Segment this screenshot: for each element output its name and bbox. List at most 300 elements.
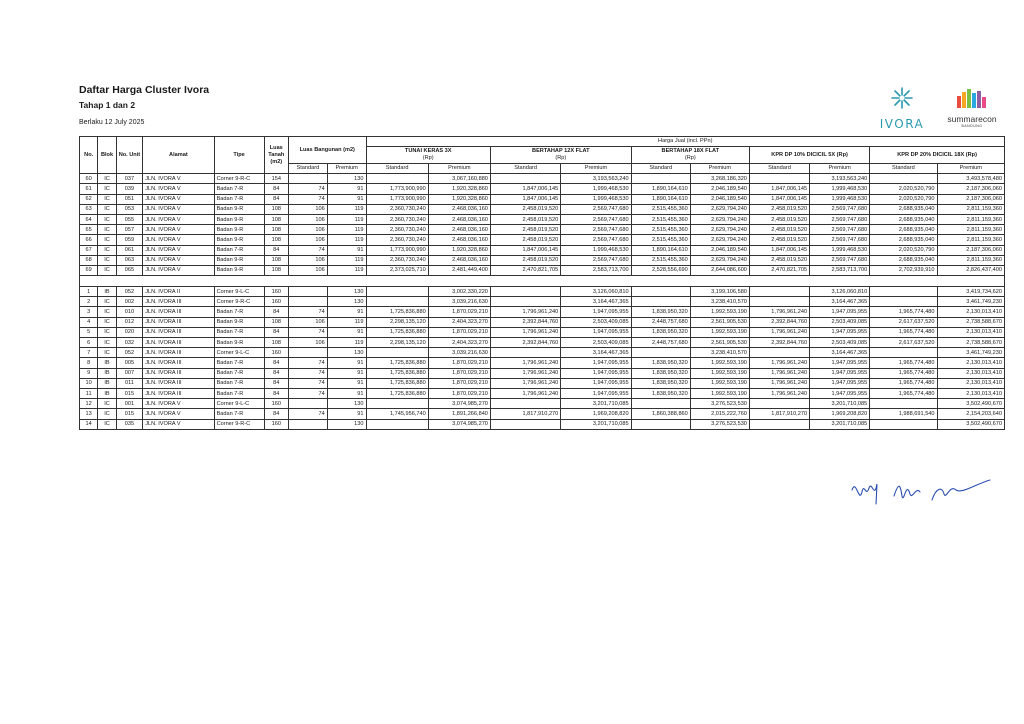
table-cell: 84 — [264, 245, 288, 255]
signature-3 — [932, 480, 990, 500]
table-cell: Badan 7-R — [214, 388, 264, 398]
table-cell: 2,468,036,160 — [428, 255, 490, 265]
table-row — [80, 225, 1005, 235]
table-cell: 2,811,159,360 — [937, 204, 1004, 214]
table-cell: 2,617,637,520 — [870, 317, 937, 327]
table-cell: 84 — [264, 378, 288, 388]
table-cell: 2,569,747,680 — [561, 225, 631, 235]
table-cell: 3,493,578,480 — [937, 174, 1004, 184]
table-cell: 74 — [289, 245, 328, 255]
table-cell: 007 — [116, 368, 143, 378]
table-cell: 1,891,266,840 — [428, 409, 490, 419]
table-cell: 1,796,961,240 — [490, 327, 560, 337]
table-row — [80, 235, 1005, 245]
table-cell: Badan 9-R — [214, 338, 264, 348]
table-cell — [631, 419, 690, 429]
table-cell: 1,773,900,990 — [366, 194, 428, 204]
table-cell: 3,126,060,810 — [561, 287, 631, 297]
table-cell: 1,870,029,210 — [428, 368, 490, 378]
table-cell: 1,725,836,880 — [366, 368, 428, 378]
table-cell: 2,046,189,540 — [690, 245, 749, 255]
table-cell: 91 — [327, 327, 366, 337]
table-cell: 1,773,900,990 — [366, 245, 428, 255]
table-cell: Badan 7-R — [214, 409, 264, 419]
table-cell: 2,688,935,040 — [870, 225, 937, 235]
table-cell: 1,870,029,210 — [428, 307, 490, 317]
table-cell: 2,404,323,270 — [428, 317, 490, 327]
table-cell: 91 — [327, 307, 366, 317]
table-cell — [289, 297, 328, 307]
table-cell: JLN. IVORA III — [143, 368, 214, 378]
table-cell: 1,847,006,145 — [749, 245, 809, 255]
effective-date: Berlaku 12 July 2025 — [79, 119, 145, 126]
table-cell: 3,164,467,365 — [561, 348, 631, 358]
table-cell: IC — [98, 204, 116, 214]
table-cell: 108 — [264, 265, 288, 275]
table-cell: 001 — [116, 399, 143, 409]
table-row — [80, 297, 1005, 307]
table-cell: 053 — [116, 204, 143, 214]
table-cell — [366, 348, 428, 358]
table-cell: 2,503,409,085 — [561, 317, 631, 327]
table-cell: 002 — [116, 297, 143, 307]
table-cell — [366, 174, 428, 184]
table-cell — [366, 419, 428, 429]
table-cell: IC — [98, 225, 116, 235]
table-cell: 3,238,410,570 — [690, 348, 749, 358]
table-cell: 2,503,409,085 — [561, 338, 631, 348]
table-cell: 1,847,006,145 — [749, 194, 809, 204]
table-cell: IC — [98, 194, 116, 204]
table-cell: JLN. IVORA V — [143, 204, 214, 214]
table-cell: JLN. IVORA V — [143, 235, 214, 245]
table-cell: 3,164,467,365 — [810, 348, 870, 358]
table-cell — [289, 399, 328, 409]
table-cell: JLN. IVORA V — [143, 245, 214, 255]
table-cell: IC — [98, 265, 116, 275]
table-cell: 1,992,593,190 — [690, 368, 749, 378]
table-cell: 2,130,013,410 — [937, 388, 1004, 398]
table-row — [80, 204, 1005, 214]
table-cell: JLN. IVORA V — [143, 214, 214, 224]
signatures — [850, 470, 1000, 510]
table-cell: IB — [98, 378, 116, 388]
table-cell: 2,569,747,680 — [561, 214, 631, 224]
table-cell: 91 — [327, 388, 366, 398]
table-cell: 3,074,985,270 — [428, 419, 490, 429]
table-cell: 10 — [80, 378, 98, 388]
table-cell: 60 — [80, 174, 98, 184]
table-cell: 2,811,159,360 — [937, 255, 1004, 265]
col-bertahap18-label: BERTAHAP 18X FLAT — [661, 148, 720, 154]
table-cell — [749, 348, 809, 358]
table-cell: Badan 9-R — [214, 214, 264, 224]
col-tunai-label: TUNAI KERAS 3X — [404, 148, 452, 154]
table-cell: 91 — [327, 378, 366, 388]
table-cell: 66 — [80, 235, 98, 245]
table-cell: Corner 9-L-C — [214, 287, 264, 297]
table-cell: 015 — [116, 409, 143, 419]
table-row — [80, 378, 1005, 388]
table-cell: 154 — [264, 174, 288, 184]
table-cell: Badan 9-R — [214, 225, 264, 235]
table-cell: 1,773,900,990 — [366, 184, 428, 194]
table-cell: 1,725,836,880 — [366, 327, 428, 337]
table-cell: Corner 9-L-C — [214, 399, 264, 409]
table-cell: 3,067,160,880 — [428, 174, 490, 184]
col-no-unit: No. Unit — [116, 137, 143, 174]
table-cell: 74 — [289, 409, 328, 419]
table-cell: 020 — [116, 327, 143, 337]
table-cell — [490, 297, 560, 307]
table-cell: 62 — [80, 194, 98, 204]
table-cell: 84 — [264, 327, 288, 337]
table-cell: JLN. IVORA III — [143, 297, 214, 307]
table-cell: 3,074,985,270 — [428, 399, 490, 409]
table-cell: 1,947,095,955 — [810, 307, 870, 317]
table-cell: 1,796,961,240 — [490, 368, 560, 378]
table-cell — [289, 419, 328, 429]
table-cell: 91 — [327, 368, 366, 378]
table-cell: 2,811,159,360 — [937, 214, 1004, 224]
table-cell: 1,796,961,240 — [749, 388, 809, 398]
table-row — [80, 307, 1005, 317]
table-cell: 2,187,306,060 — [937, 194, 1004, 204]
table-cell — [490, 174, 560, 184]
table-cell: 1,796,961,240 — [490, 378, 560, 388]
table-cell: 3,238,410,570 — [690, 297, 749, 307]
table-cell: 2,515,455,360 — [631, 235, 690, 245]
table-cell: 2,629,794,240 — [690, 214, 749, 224]
table-cell: 2,360,730,240 — [366, 255, 428, 265]
table-cell: IB — [98, 388, 116, 398]
table-cell: 2,020,520,790 — [870, 194, 937, 204]
col-luas-bangunan: Luas Bangunan (m2) — [289, 137, 367, 164]
table-cell: Badan 7-R — [214, 184, 264, 194]
table-cell: 2,020,520,790 — [870, 184, 937, 194]
table-cell: JLN. IVORA III — [143, 327, 214, 337]
col-bertahap18 — [631, 147, 749, 164]
table-cell: 2,503,409,085 — [810, 338, 870, 348]
table-cell: 1,920,328,860 — [428, 245, 490, 255]
table-cell: 130 — [327, 174, 366, 184]
table-cell: 2,130,013,410 — [937, 327, 1004, 337]
table-cell: 2,458,019,520 — [490, 225, 560, 235]
table-cell: 3,164,467,365 — [561, 297, 631, 307]
col-tunai — [366, 147, 490, 164]
table-cell: 2,360,730,240 — [366, 214, 428, 224]
table-cell: IC — [98, 184, 116, 194]
subcol-kpr5-premium: Premium — [810, 164, 870, 174]
table-cell — [631, 174, 690, 184]
table-cell: 2,458,019,520 — [749, 235, 809, 245]
summarecon-logo — [944, 88, 1000, 132]
table-cell: 2,392,844,760 — [490, 338, 560, 348]
table-cell: 2,470,821,705 — [749, 265, 809, 275]
table-cell: JLN. IVORA II — [143, 287, 214, 297]
table-cell: 74 — [289, 368, 328, 378]
table-cell: 4 — [80, 317, 98, 327]
summarecon-bars-icon — [955, 88, 989, 108]
table-row — [80, 419, 1005, 429]
table-cell: 2,569,747,680 — [561, 255, 631, 265]
table-cell: Badan 9-R — [214, 255, 264, 265]
table-cell: 2,458,019,520 — [749, 255, 809, 265]
table-cell: 2,629,794,240 — [690, 225, 749, 235]
table-cell: 74 — [289, 307, 328, 317]
subcol-bertahap12-standard: Standard — [490, 164, 560, 174]
table-cell — [870, 174, 937, 184]
table-cell: 1,965,774,480 — [870, 307, 937, 317]
table-cell: 1,988,691,540 — [870, 409, 937, 419]
table-cell: 91 — [327, 358, 366, 368]
table-cell: 106 — [289, 338, 328, 348]
table-cell: 2,298,135,120 — [366, 338, 428, 348]
table-cell: IC — [98, 419, 116, 429]
table-cell: Corner 9-L-C — [214, 348, 264, 358]
col-harga-jual: Harga Jual (incl. PPn) — [366, 137, 1004, 147]
table-cell: 1,969,208,820 — [810, 409, 870, 419]
table-cell: 1,817,910,270 — [749, 409, 809, 419]
table-row — [80, 245, 1005, 255]
table-cell: JLN. IVORA III — [143, 378, 214, 388]
table-cell: 2,811,159,360 — [937, 225, 1004, 235]
table-cell: 130 — [327, 348, 366, 358]
table-cell: 1,947,095,955 — [810, 358, 870, 368]
table-cell: 035 — [116, 419, 143, 429]
table-cell: 74 — [289, 388, 328, 398]
table-cell: 130 — [327, 419, 366, 429]
table-cell: 1,965,774,480 — [870, 388, 937, 398]
table-cell: 160 — [264, 399, 288, 409]
table-cell: 2,569,747,680 — [810, 204, 870, 214]
table-cell: 2,458,019,520 — [749, 214, 809, 224]
table-cell: 1,999,468,530 — [561, 184, 631, 194]
table-cell: 11 — [80, 388, 98, 398]
table-cell: 2,629,794,240 — [690, 255, 749, 265]
table-cell — [870, 419, 937, 429]
table-cell: Corner 9-R-C — [214, 174, 264, 184]
table-cell: JLN. IVORA III — [143, 338, 214, 348]
table-cell: Corner 9-R-C — [214, 419, 264, 429]
table-cell: JLN. IVORA V — [143, 409, 214, 419]
table-row — [80, 327, 1005, 337]
table-cell: 7 — [80, 348, 98, 358]
table-cell: 2,481,449,400 — [428, 265, 490, 275]
table-cell: IC — [98, 174, 116, 184]
table-cell: 12 — [80, 399, 98, 409]
group-gap-cell — [80, 276, 1005, 287]
table-cell — [749, 399, 809, 409]
table-cell: 011 — [116, 378, 143, 388]
table-cell: Badan 9-R — [214, 317, 264, 327]
table-cell: 1,947,095,955 — [810, 327, 870, 337]
table-cell: 108 — [264, 225, 288, 235]
table-cell: 2,020,520,790 — [870, 245, 937, 255]
table-cell: 1,947,095,955 — [810, 378, 870, 388]
table-cell: 2 — [80, 297, 98, 307]
table-cell — [289, 287, 328, 297]
page-title: Daftar Harga Cluster Ivora — [79, 84, 210, 96]
table-cell: 84 — [264, 184, 288, 194]
table-cell: IB — [98, 287, 116, 297]
table-cell: 1,992,593,190 — [690, 378, 749, 388]
table-row — [80, 338, 1005, 348]
table-cell: Badan 7-R — [214, 307, 264, 317]
table-cell: 84 — [264, 194, 288, 204]
table-cell: 3,268,186,320 — [690, 174, 749, 184]
table-cell: 1,870,029,210 — [428, 378, 490, 388]
table-cell: 065 — [116, 265, 143, 275]
table-cell: 106 — [289, 235, 328, 245]
table-cell: 1,999,468,530 — [561, 194, 631, 204]
table-cell: 015 — [116, 388, 143, 398]
table-cell: 1,920,328,860 — [428, 184, 490, 194]
table-cell: 74 — [289, 358, 328, 368]
table-cell: 1,890,164,610 — [631, 194, 690, 204]
table-cell: 1,725,836,880 — [366, 307, 428, 317]
table-cell: 3,461,749,230 — [937, 348, 1004, 358]
table-cell: 106 — [289, 204, 328, 214]
table-cell — [870, 399, 937, 409]
table-cell — [749, 287, 809, 297]
table-cell: IC — [98, 245, 116, 255]
table-cell: 2,561,905,530 — [690, 317, 749, 327]
table-cell: 2,583,713,700 — [810, 265, 870, 275]
table-cell: 106 — [289, 255, 328, 265]
table-cell: JLN. IVORA III — [143, 348, 214, 358]
table-cell: 1,870,029,210 — [428, 358, 490, 368]
table-cell: 1,838,950,320 — [631, 388, 690, 398]
table-cell: 3,193,563,240 — [810, 174, 870, 184]
table-cell: 1,947,095,955 — [561, 307, 631, 317]
table-cell: 3,502,490,670 — [937, 419, 1004, 429]
table-cell — [631, 287, 690, 297]
table-cell: JLN. IVORA III — [143, 388, 214, 398]
table-cell: 1,796,961,240 — [490, 358, 560, 368]
table-cell: 2,569,747,680 — [810, 255, 870, 265]
table-cell: 039 — [116, 184, 143, 194]
table-cell: 1,965,774,480 — [870, 368, 937, 378]
table-cell: 3,126,060,810 — [810, 287, 870, 297]
table-cell: 057 — [116, 225, 143, 235]
table-cell: 69 — [80, 265, 98, 275]
table-cell — [749, 174, 809, 184]
table-cell: 119 — [327, 255, 366, 265]
table-cell: Badan 9-R — [214, 265, 264, 275]
table-cell: 1,838,950,320 — [631, 368, 690, 378]
table-cell: 1,796,961,240 — [749, 368, 809, 378]
table-cell: 1,992,593,190 — [690, 358, 749, 368]
table-cell: 2,470,821,705 — [490, 265, 560, 275]
table-cell: 061 — [116, 245, 143, 255]
table-cell: 84 — [264, 358, 288, 368]
table-cell — [749, 297, 809, 307]
table-cell: 2,826,437,400 — [937, 265, 1004, 275]
table-cell: 2,458,019,520 — [749, 204, 809, 214]
table-row — [80, 265, 1005, 275]
table-cell: 1,992,593,190 — [690, 307, 749, 317]
table-cell: 2,458,019,520 — [490, 214, 560, 224]
table-cell: 2,515,455,360 — [631, 204, 690, 214]
table-cell: 1,999,468,530 — [810, 194, 870, 204]
table-cell: 055 — [116, 214, 143, 224]
col-kpr18: KPR DP 20% DICICIL 18X (Rp) — [870, 147, 1005, 164]
table-cell: 052 — [116, 287, 143, 297]
table-cell: 2,688,935,040 — [870, 255, 937, 265]
ivora-logo — [872, 86, 932, 130]
table-cell: 1,890,164,610 — [631, 184, 690, 194]
table-cell: 2,046,189,540 — [690, 194, 749, 204]
table-cell: 2,688,935,040 — [870, 214, 937, 224]
table-cell: 119 — [327, 225, 366, 235]
table-cell: 2,569,747,680 — [810, 225, 870, 235]
table-cell: 1,838,950,320 — [631, 307, 690, 317]
table-cell: 012 — [116, 317, 143, 327]
subcol-bangunan-standard: Standard — [289, 164, 328, 174]
table-cell: 063 — [116, 255, 143, 265]
table-cell: 2,569,747,680 — [810, 235, 870, 245]
table-row — [80, 255, 1005, 265]
table-cell: 106 — [289, 214, 328, 224]
table-cell: 91 — [327, 409, 366, 419]
table-cell: IC — [98, 235, 116, 245]
col-blok: Blok — [98, 137, 116, 174]
table-cell: 3,201,710,085 — [810, 399, 870, 409]
table-cell: 2,360,730,240 — [366, 235, 428, 245]
table-row — [80, 368, 1005, 378]
table-cell: JLN. IVORA V — [143, 265, 214, 275]
table-cell: 74 — [289, 378, 328, 388]
table-cell: 108 — [264, 214, 288, 224]
table-cell: 2,811,159,360 — [937, 235, 1004, 245]
table-row — [80, 287, 1005, 297]
table-cell: 2,561,905,530 — [690, 338, 749, 348]
table-cell: 2,046,189,540 — [690, 184, 749, 194]
table-cell: 1,999,468,530 — [810, 184, 870, 194]
table-cell: JLN. IVORA V — [143, 174, 214, 184]
table-cell: 2,458,019,520 — [490, 235, 560, 245]
table-cell: 1,947,095,955 — [561, 368, 631, 378]
table-cell: 84 — [264, 388, 288, 398]
table-cell: IC — [98, 297, 116, 307]
table-cell: 84 — [264, 307, 288, 317]
table-row — [80, 174, 1005, 184]
table-cell: 91 — [327, 184, 366, 194]
col-kpr5: KPR DP 10% DICICIL 5X (Rp) — [749, 147, 869, 164]
table-cell: 65 — [80, 225, 98, 235]
table-cell — [631, 348, 690, 358]
subcol-kpr5-standard: Standard — [749, 164, 809, 174]
table-cell: 2,298,135,120 — [366, 317, 428, 327]
table-cell: 106 — [289, 265, 328, 275]
table-cell: 2,187,306,060 — [937, 245, 1004, 255]
table-cell: 5 — [80, 327, 98, 337]
table-cell: 1,796,961,240 — [749, 307, 809, 317]
col-tipe: Tipe — [214, 137, 264, 174]
table-cell: 119 — [327, 235, 366, 245]
table-cell — [490, 419, 560, 429]
table-cell: IC — [98, 399, 116, 409]
table-cell — [289, 174, 328, 184]
table-cell: 108 — [264, 235, 288, 245]
table-cell: 2,515,455,360 — [631, 225, 690, 235]
table-cell: 2,569,747,680 — [810, 214, 870, 224]
group-1-body — [80, 174, 1005, 276]
table-cell: 84 — [264, 368, 288, 378]
table-cell: 130 — [327, 399, 366, 409]
subcol-tunai-premium: Premium — [428, 164, 490, 174]
